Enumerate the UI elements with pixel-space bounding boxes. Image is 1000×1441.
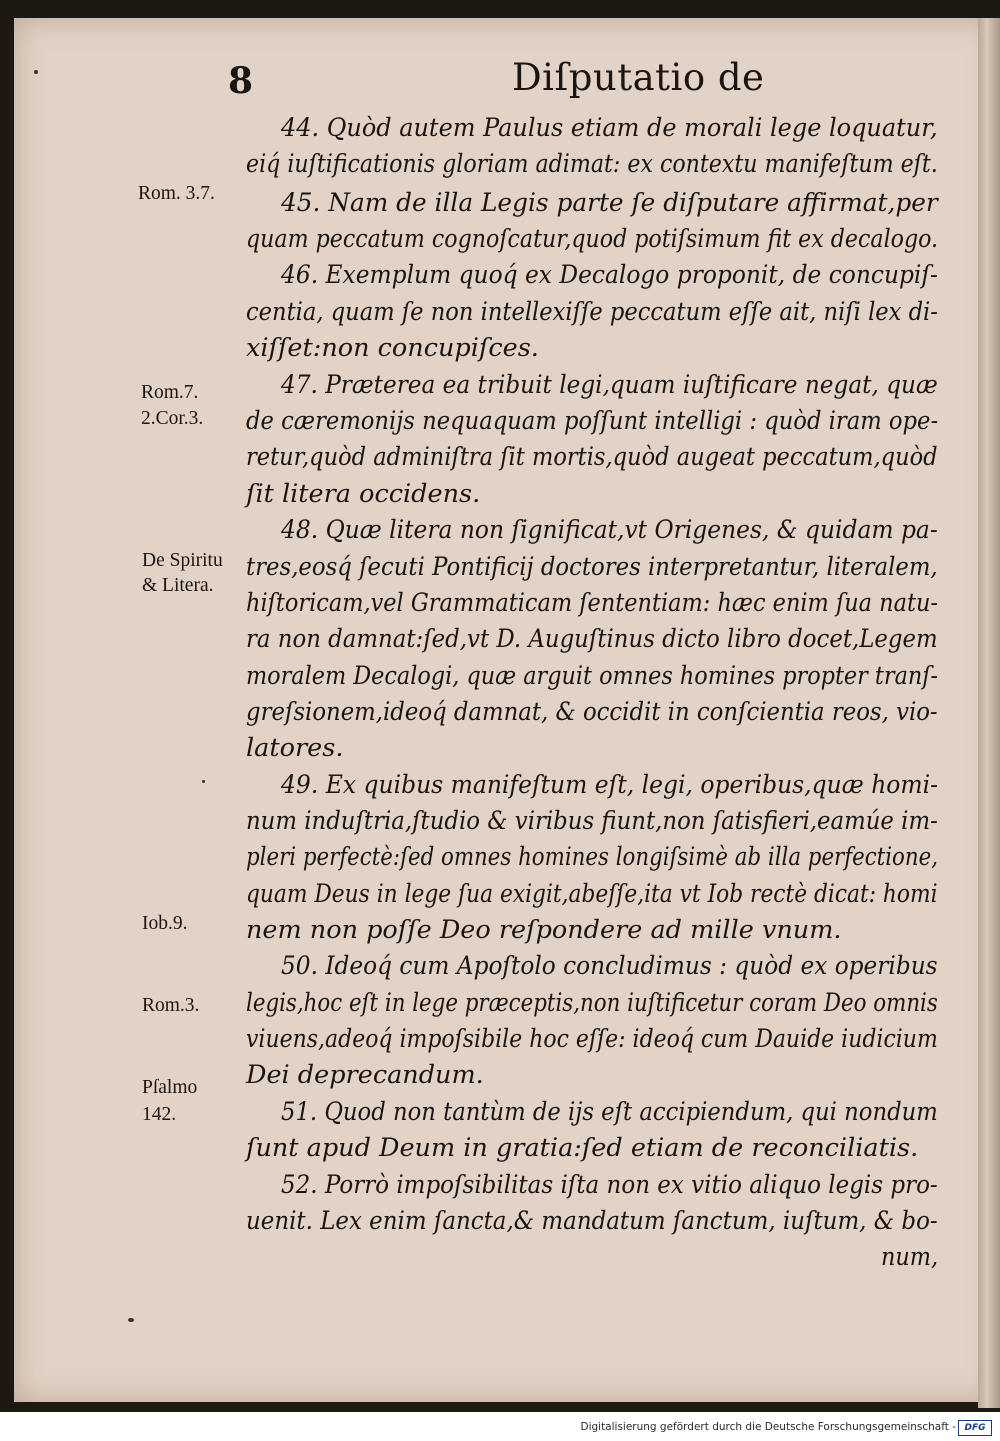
margin-note: De Spiritu [142, 550, 223, 571]
page-edge [978, 18, 1000, 1408]
dfg-logo-icon[interactable]: DFG [958, 1420, 992, 1436]
text-line: xiſſet:non concupiſces. [246, 333, 539, 363]
margin-note: Rom.3. [142, 995, 200, 1016]
ink-speck [202, 780, 205, 783]
text-line: 48. Quæ litera non ſignificat,vt Origenes, & quidam pa- [281, 515, 938, 545]
running-head: Diſputatio de [512, 56, 765, 99]
text-line: nem non poſſe Deo reſpondere ad mille vnum. [246, 915, 842, 945]
text-line: 50. Ideoq́ cum Apoſtolo concludimus : quòd ex operibus [281, 951, 938, 981]
text-line: num, [881, 1242, 939, 1272]
margin-note: Pſalmo [142, 1077, 198, 1098]
ink-speck [128, 1318, 134, 1322]
text-line: 45. Nam de illa Legis parte ſe diſputare affirmat,per [281, 188, 938, 218]
margin-note: Rom. 3.7. [138, 183, 215, 204]
text-line: quam Deus in lege ſua exigit,abeſſe,ita vt Iob rectè dicat: homi [246, 879, 938, 909]
text-line: eiq́ iuſtificationis gloriam adimat: ex contextu manifeſtum eſt. [246, 149, 938, 179]
text-line: num induſtria,ſtudio & viribus fiunt,non ſatisfieri,eamúe im- [246, 806, 938, 836]
text-line: latores. [246, 733, 344, 763]
text-line: de cæremonijs nequaquam poſſunt intelligi : quòd iram ope- [246, 406, 939, 436]
margin-note: Rom.7. [141, 382, 199, 403]
text-line: 47. Præterea ea tribuit legi,quam iuſtificare negat, quæ [281, 370, 938, 400]
ink-speck [34, 70, 38, 74]
text-line: retur,quòd adminiſtra ſit mortis,quòd augeat peccatum,quòd [246, 442, 938, 472]
text-line: 52. Porrò impoſsibilitas iſta non ex vitio aliquo legis pro- [281, 1170, 938, 1200]
text-line: ſunt apud Deum in gratia:ſed etiam de reconciliatis. [246, 1133, 919, 1163]
text-line: ra non damnat:ſed,vt D. Auguſtinus dicto libro docet,Legem [246, 624, 938, 654]
text-line: 49. Ex quibus manifeſtum eſt, legi, operibus,quæ homi- [281, 770, 939, 800]
text-line: tres,eosq́ ſecuti Pontificij doctores interpretantur, literalem, [246, 552, 938, 582]
text-line: greſsionem,ideoq́ damnat, & occidit in conſcientia reos, vio- [246, 697, 938, 727]
margin-note: Iob.9. [142, 913, 188, 934]
text-line: moralem Decalogi, quæ arguit omnes homines propter tranſ- [246, 661, 939, 691]
text-line: hiſtoricam,vel Grammaticam ſententiam: hæc enim ſua natu- [246, 588, 939, 618]
margin-note: 142. [142, 1104, 177, 1125]
footer [0, 1412, 1000, 1441]
margin-note: & Litera. [142, 575, 214, 596]
text-line: uenit. Lex enim ſancta,& mandatum ſanctum, iuſtum, & bo- [246, 1206, 938, 1236]
funding-credit: Digitalisierung gefördert durch die Deutsche Forschungsgemeinschaft - [580, 1421, 956, 1433]
text-line: ſit litera occidens. [246, 479, 481, 509]
text-line: 46. Exemplum quoq́ ex Decalogo proponit, de concupiſ- [281, 260, 938, 290]
text-line: viuens,adeoq́ impoſsibile hoc eſſe: ideoq́ cum Dauide iudicium [246, 1024, 938, 1054]
text-line: 44. Quòd autem Paulus etiam de morali lege loquatur, [281, 113, 938, 143]
text-line: pleri perfectè:ſed omnes homines longiſsimè ab illa perfectione, [246, 842, 938, 872]
text-line: 51. Quod non tantùm de ijs eſt accipiendum, qui nondum [281, 1097, 938, 1127]
margin-note: 2.Cor.3. [141, 408, 204, 429]
text-line: legis,hoc eſt in lege præceptis,non iuſtificetur coram Deo omnis [246, 988, 938, 1018]
text-line: quam peccatum cognoſcatur,quod potiſsimum fit ex decalogo. [246, 224, 939, 254]
text-line: Dei deprecandum. [246, 1060, 484, 1090]
page-number: 8 [228, 60, 254, 102]
text-line: centia, quam ſe non intellexiſſe peccatum eſſe ait, niſi lex di- [246, 297, 938, 327]
